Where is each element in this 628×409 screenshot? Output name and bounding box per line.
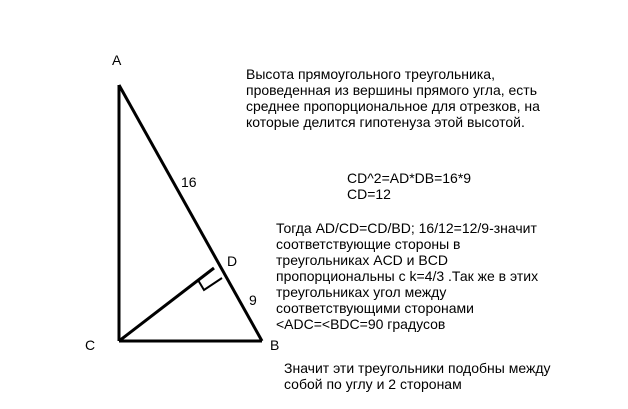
calculation-line: CD^2=AD*DB=16*9 — [347, 170, 472, 186]
segment-label-ad: 16 — [181, 174, 197, 190]
reasoning-line: Тогда AD/CD=CD/BD; 16/12=12/9-значит — [276, 220, 537, 236]
theorem-line: Высота прямоугольного треугольника, — [246, 66, 495, 82]
altitude-cd — [119, 268, 214, 341]
reasoning-line: треугольниках угол между — [276, 284, 447, 300]
conclusion-line: собой по углу и 2 сторонам — [284, 376, 462, 392]
calculation-text — [347, 170, 471, 202]
reasoning-text — [276, 220, 538, 332]
conclusion-text — [284, 360, 551, 392]
theorem-line: среднее пропорциональное для отрезков, на — [246, 98, 540, 114]
right-angle-marker — [198, 278, 222, 290]
reasoning-line: треугольниках ACD и BCD — [276, 252, 448, 268]
conclusion-line: Значит эти треугольники подобны между — [284, 360, 551, 376]
vertex-label-a: A — [112, 52, 122, 68]
reasoning-line: пропорциональны с k=4/3 .Так же в этих — [276, 268, 539, 284]
vertex-label-b: B — [270, 337, 280, 353]
segment-label-db: 9 — [249, 292, 257, 308]
theorem-text — [246, 66, 540, 130]
vertex-label-d: D — [227, 253, 238, 269]
vertex-label-c: C — [85, 337, 96, 353]
reasoning-line: соответствующими сторонами — [276, 300, 474, 316]
theorem-line: которые делится гипотенуза этой высотой. — [246, 114, 525, 130]
reasoning-line: соответствующие стороны в — [276, 236, 461, 252]
hypotenuse-ab — [119, 85, 262, 341]
calculation-line: CD=12 — [347, 186, 391, 202]
theorem-line: проведенная из вершины прямого угла, есть — [246, 82, 538, 98]
reasoning-line: <ADC=<BDC=90 градусов — [276, 316, 446, 332]
